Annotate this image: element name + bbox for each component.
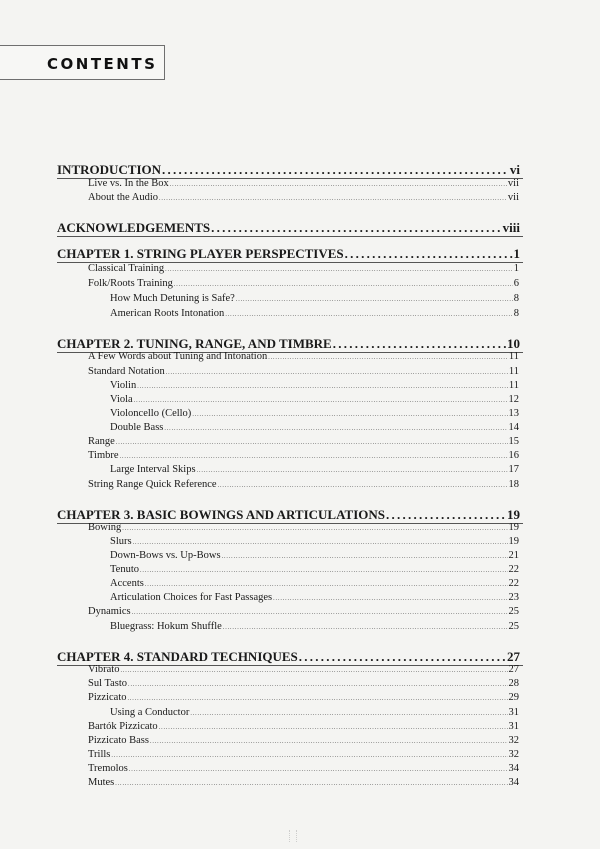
dot-leader <box>122 522 507 533</box>
toc-entry <box>88 692 519 703</box>
toc-entry-page: 22 <box>508 578 519 589</box>
toc-entry-title: Pizzicato <box>88 692 127 703</box>
dot-leader <box>129 763 508 774</box>
toc-entry-page: 31 <box>508 707 519 718</box>
toc-entry <box>110 550 519 561</box>
toc-entry-page: vii <box>507 192 519 203</box>
toc-entry-title: Standard Notation <box>88 366 165 377</box>
toc-entry-page: 11 <box>508 366 519 377</box>
dot-leader <box>120 450 508 461</box>
dot-leader <box>132 606 508 617</box>
toc-entry-page: 19 <box>508 522 519 533</box>
dot-leader <box>273 592 507 603</box>
toc-entry <box>88 351 519 362</box>
dot-leader <box>386 507 506 523</box>
toc-entry-page: 6 <box>513 278 519 289</box>
toc-entry-page: 8 <box>513 293 519 304</box>
toc-entry-title: CHAPTER 2. TUNING, RANGE, AND TIMBRE <box>57 336 332 351</box>
dot-leader <box>225 308 512 319</box>
dot-leader <box>140 564 507 575</box>
dot-leader <box>174 278 513 289</box>
toc-entry-page: 14 <box>508 422 519 433</box>
toc-entry <box>110 394 519 405</box>
toc-entry <box>88 178 519 189</box>
toc-entry-title: Folk/Roots Training <box>88 278 173 289</box>
toc-entry-page: 27 <box>507 649 520 664</box>
dot-leader <box>268 351 508 362</box>
toc-entry <box>88 721 519 732</box>
toc-entry <box>88 436 519 447</box>
toc-entry-title: Using a Conductor <box>110 707 190 718</box>
toc-entry <box>88 522 519 533</box>
toc-entry-page: 22 <box>508 564 519 575</box>
toc-entry-page: 17 <box>508 464 519 475</box>
toc-entry-title: Classical Training <box>88 263 165 274</box>
toc-entry-page: 1 <box>513 263 519 274</box>
dot-leader <box>111 749 507 760</box>
toc-entry-title: Large Interval Skips <box>110 464 196 475</box>
toc-entry <box>88 278 519 289</box>
toc-entry-page: 16 <box>508 450 519 461</box>
toc-chapter-entry <box>57 220 520 236</box>
toc-entry-title: Viola <box>110 394 133 405</box>
page-mark <box>289 830 297 842</box>
toc-entry <box>88 606 519 617</box>
toc-entry-title: Down-Bows vs. Up-Bows <box>110 550 221 561</box>
dot-leader <box>120 664 507 675</box>
toc-entry-page: 34 <box>508 763 519 774</box>
toc-entry <box>88 749 519 760</box>
toc-entry-page: 23 <box>508 592 519 603</box>
toc-entry-page: 27 <box>508 664 519 675</box>
toc-entry <box>110 564 519 575</box>
toc-entry-title: Tenuto <box>110 564 140 575</box>
toc-entry-page: 10 <box>507 336 520 351</box>
toc-entry-title: INTRODUCTION <box>57 162 162 177</box>
toc-entry-title: Violoncello (Cello) <box>110 408 192 419</box>
toc-entry-title: Sul Tasto <box>88 678 128 689</box>
toc-entry <box>110 422 519 433</box>
toc-entry <box>110 578 519 589</box>
dot-leader <box>190 707 507 718</box>
toc-entry <box>110 293 519 304</box>
dot-leader <box>222 550 508 561</box>
dot-leader <box>197 464 508 475</box>
toc-entry-page: 29 <box>508 692 519 703</box>
toc-entry-title: Tremolos <box>88 763 128 774</box>
dot-leader <box>218 479 508 490</box>
toc-entry-page: 11 <box>508 380 519 391</box>
toc-entry <box>88 192 519 203</box>
dot-leader <box>133 536 508 547</box>
toc-entry-title: American Roots Intonation <box>110 308 225 319</box>
toc-entry <box>88 664 519 675</box>
toc-entry-page: vi <box>509 162 520 177</box>
toc-entry-title: Pizzicato Bass <box>88 735 149 746</box>
toc-entry-page: viii <box>502 220 520 235</box>
toc-entry-title: Vibrato <box>88 664 120 675</box>
dot-leader <box>299 649 506 665</box>
toc-entry-page: 19 <box>507 507 520 522</box>
toc-entry <box>88 735 519 746</box>
toc-entry-page: 32 <box>508 749 519 760</box>
toc-entry-page: 28 <box>508 678 519 689</box>
dot-leader <box>159 721 508 732</box>
dot-leader <box>134 394 508 405</box>
toc-entry-title: Live vs. In the Box <box>88 178 169 189</box>
toc-entry-page: 21 <box>508 550 519 561</box>
dot-leader <box>165 263 513 274</box>
toc-entry-title: Articulation Choices for Fast Passages <box>110 592 273 603</box>
toc-entry-title: String Range Quick Reference <box>88 479 217 490</box>
toc-entry-page: 1 <box>513 246 520 261</box>
dot-leader <box>164 422 507 433</box>
page-title: CONTENTS <box>47 55 158 73</box>
toc-entry-page: 32 <box>508 735 519 746</box>
dot-leader <box>223 621 508 632</box>
toc-entry <box>110 621 519 632</box>
toc-entry-page: 11 <box>508 351 519 362</box>
dot-leader <box>127 692 507 703</box>
toc-entry-title: Bluegrass: Hokum Shuffle <box>110 621 222 632</box>
toc-entry-title: How Much Detuning is Safe? <box>110 293 235 304</box>
dot-leader <box>166 366 508 377</box>
dot-leader <box>115 777 507 788</box>
toc-entry-title: Trills <box>88 749 111 760</box>
toc-entry-title: Accents <box>110 578 144 589</box>
dot-leader <box>159 192 507 203</box>
toc-entry-title: Range <box>88 436 115 447</box>
dot-leader <box>145 578 508 589</box>
toc-chapter-entry <box>57 246 520 262</box>
toc-entry-page: 8 <box>513 308 519 319</box>
toc-entry <box>88 479 519 490</box>
dot-leader <box>170 178 507 189</box>
dot-leader <box>137 380 508 391</box>
chapter-rule <box>57 236 523 237</box>
toc-entry <box>88 450 519 461</box>
toc-entry <box>110 592 519 603</box>
toc-chapter-entry <box>57 507 520 523</box>
toc-entry-page: vii <box>507 178 519 189</box>
toc-entry-title: Slurs <box>110 536 132 547</box>
toc-entry-title: Bowing <box>88 522 122 533</box>
toc-entry-title: Dynamics <box>88 606 131 617</box>
toc-entry-title: CHAPTER 1. STRING PLAYER PERSPECTIVES <box>57 246 344 261</box>
toc-entry <box>110 408 519 419</box>
toc-entry <box>88 366 519 377</box>
dot-leader <box>345 246 513 262</box>
toc-entry-title: About the Audio <box>88 192 158 203</box>
dot-leader <box>150 735 508 746</box>
dot-leader <box>128 678 507 689</box>
toc-entry-title: CHAPTER 3. BASIC BOWINGS AND ARTICULATIONS <box>57 507 385 522</box>
toc-entry <box>88 777 519 788</box>
toc-entry <box>110 308 519 319</box>
toc-entry-page: 15 <box>508 436 519 447</box>
dot-leader <box>211 220 502 236</box>
toc-entry-page: 34 <box>508 777 519 788</box>
toc-entry <box>88 678 519 689</box>
toc-entry-title: Mutes <box>88 777 115 788</box>
toc-chapter-entry <box>57 649 520 665</box>
toc-entry-page: 12 <box>508 394 519 405</box>
toc-entry <box>88 263 519 274</box>
toc-entry-page: 18 <box>508 479 519 490</box>
dot-leader <box>192 408 507 419</box>
toc-entry-page: 25 <box>508 621 519 632</box>
toc-entry-page: 19 <box>508 536 519 547</box>
toc-entry <box>110 707 519 718</box>
toc-chapter-entry <box>57 162 520 178</box>
toc-entry-page: 31 <box>508 721 519 732</box>
toc-entry <box>110 380 519 391</box>
toc-entry <box>88 763 519 774</box>
toc-entry-title: ACKNOWLEDGEMENTS <box>57 220 211 235</box>
dot-leader <box>333 336 506 352</box>
toc-entry <box>110 536 519 547</box>
toc-entry-page: 25 <box>508 606 519 617</box>
toc-entry-title: Double Bass <box>110 422 164 433</box>
dot-leader <box>162 162 509 178</box>
dot-leader <box>116 436 508 447</box>
toc-entry <box>110 464 519 475</box>
toc-chapter-entry <box>57 336 520 352</box>
toc-entry-title: CHAPTER 4. STANDARD TECHNIQUES <box>57 649 298 664</box>
toc-entry-page: 13 <box>508 408 519 419</box>
toc-entry-title: Violin <box>110 380 137 391</box>
toc-entry-title: Timbre <box>88 450 119 461</box>
toc-entry-title: Bartók Pizzicato <box>88 721 158 732</box>
toc-entry-title: A Few Words about Tuning and Intonation <box>88 351 268 362</box>
dot-leader <box>236 293 513 304</box>
